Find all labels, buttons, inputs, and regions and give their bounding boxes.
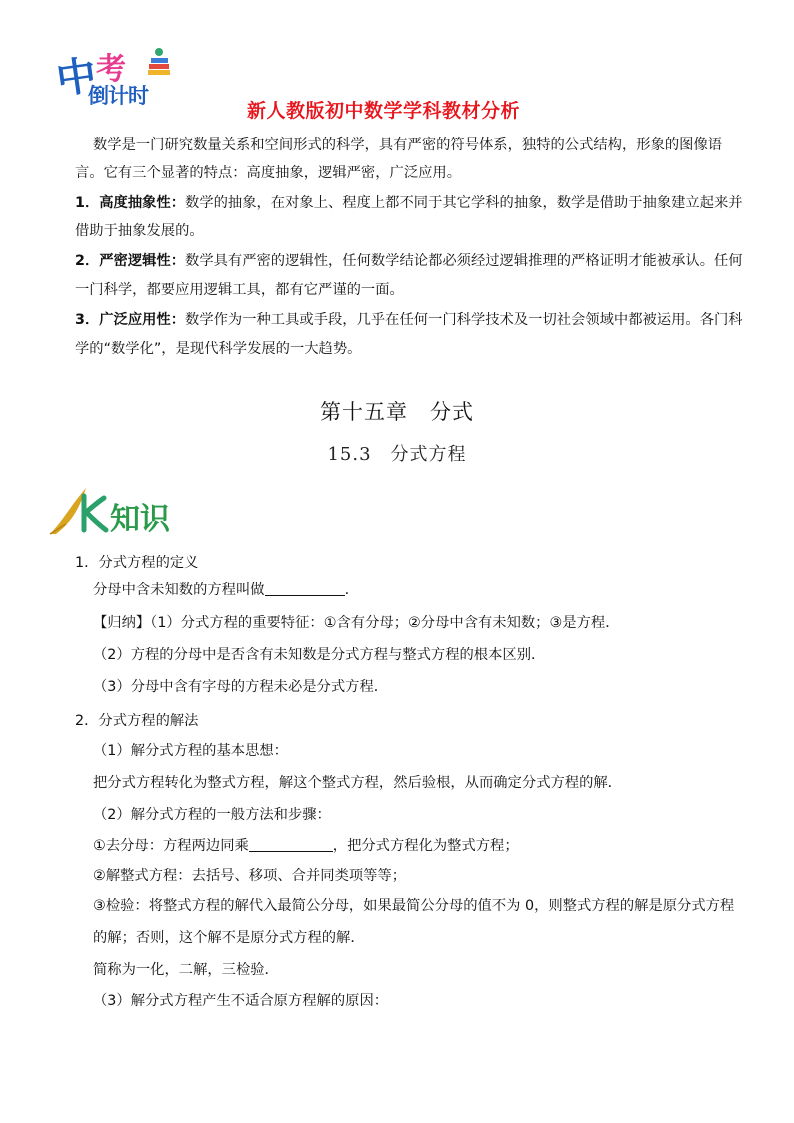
k1-note-3: （3）分母中含有字母的方程未必是分式方程． bbox=[93, 679, 389, 695]
k1-definition bbox=[93, 580, 349, 600]
k1-definition-text: 分母中含未知数的方程叫做 bbox=[93, 582, 265, 598]
logo-sub-text: 倒计时 bbox=[88, 84, 148, 108]
logo-char-second: 考 bbox=[96, 52, 126, 87]
feature-1-cont: 借助于抽象发展的。 bbox=[75, 223, 204, 239]
k1-note-1: 【归纳】（1）分式方程的重要特征：①含有分母；②分母中含有未知数；③是方程． bbox=[93, 615, 620, 631]
feature-2 bbox=[75, 251, 743, 271]
k1-note-2: （2）方程的分母中是否含有未知数是分式方程与整式方程的根本区别． bbox=[93, 647, 546, 663]
k2-s3: （3）解分式方程产生不适合原方程解的原因： bbox=[93, 993, 389, 1009]
k2-step-1 bbox=[93, 836, 519, 856]
k2-step-1-end: ，把分式方程化为整式方程； bbox=[332, 838, 519, 854]
feature-3-label: 3．广泛应用性： bbox=[75, 312, 186, 328]
k2-step-1-blank bbox=[249, 837, 333, 852]
intro-line-1: 数学是一门研究数量关系和空间形式的科学，具有严密的符号体系，独特的公式结构，形象的图像语 bbox=[93, 137, 723, 153]
k1-definition-end: . bbox=[344, 582, 350, 598]
k2-s1: （1）解分式方程的基本思想： bbox=[93, 743, 288, 759]
k1-definition-blank bbox=[265, 581, 345, 596]
intro-line-2: 言。它有三个显著的特点：高度抽象，逻辑严密，广泛应用。 bbox=[75, 165, 462, 181]
k2-summary: 简称为一化，二解，三检验． bbox=[93, 962, 279, 978]
feature-2-text: 数学具有严密的逻辑性，任何数学结论都必须经过逻辑推理的严格证明才能被承认。任何 bbox=[185, 253, 743, 269]
feature-1 bbox=[75, 193, 743, 213]
chapter-title: 第十五章 分式 bbox=[320, 400, 474, 424]
k1-heading: 1．分式方程的定义 bbox=[75, 555, 199, 571]
feature-1-text: 数学的抽象，在对象上、程度上都不同于其它学科的抽象，数学是借助于抽象建立起来并 bbox=[185, 195, 743, 211]
logo-char-main: 中 bbox=[53, 52, 100, 104]
section-title: 15.3 分式方程 bbox=[327, 444, 467, 465]
zhongkao-logo bbox=[53, 44, 176, 118]
document-title: 新人教版初中数学学科教材分析 bbox=[247, 100, 521, 122]
feature-3-cont: 学的“数学化”，是现代科学发展的一大趋势。 bbox=[75, 341, 362, 357]
feature-3 bbox=[75, 310, 743, 330]
k2-step-1-text: ①去分母：方程两边同乘 bbox=[93, 838, 249, 854]
knowledge-banner bbox=[44, 484, 194, 538]
feature-3-text: 数学作为一种工具或手段，几乎在任何一门科学技术及一切社会领域中都被运用。各门科 bbox=[185, 312, 743, 328]
k2-heading: 2．分式方程的解法 bbox=[75, 713, 199, 729]
k2-step-3: ③检验：将整式方程的解代入最简公分母，如果最简公分母的值不为 0，则整式方程的解是原分式方程 bbox=[93, 898, 735, 914]
books-icon bbox=[146, 46, 172, 76]
knowledge-banner-text: 知识 bbox=[110, 502, 170, 537]
feature-1-label: 1．高度抽象性： bbox=[75, 195, 186, 211]
feature-2-cont: 一门科学，都要应用逻辑工具，都有它严谨的一面。 bbox=[75, 282, 404, 298]
k2-s2: （2）解分式方程的一般方法和步骤： bbox=[93, 807, 331, 823]
k2-s1-desc: 把分式方程转化为整式方程，解这个整式方程，然后验根，从而确定分式方程的解． bbox=[93, 775, 622, 791]
feature-2-label: 2．严密逻辑性： bbox=[75, 253, 186, 269]
k2-step-2: ②解整式方程：去括号、移项、合并同类项等等； bbox=[93, 868, 407, 884]
k2-step-3-cont: 的解；否则，这个解不是原分式方程的解． bbox=[93, 930, 365, 946]
